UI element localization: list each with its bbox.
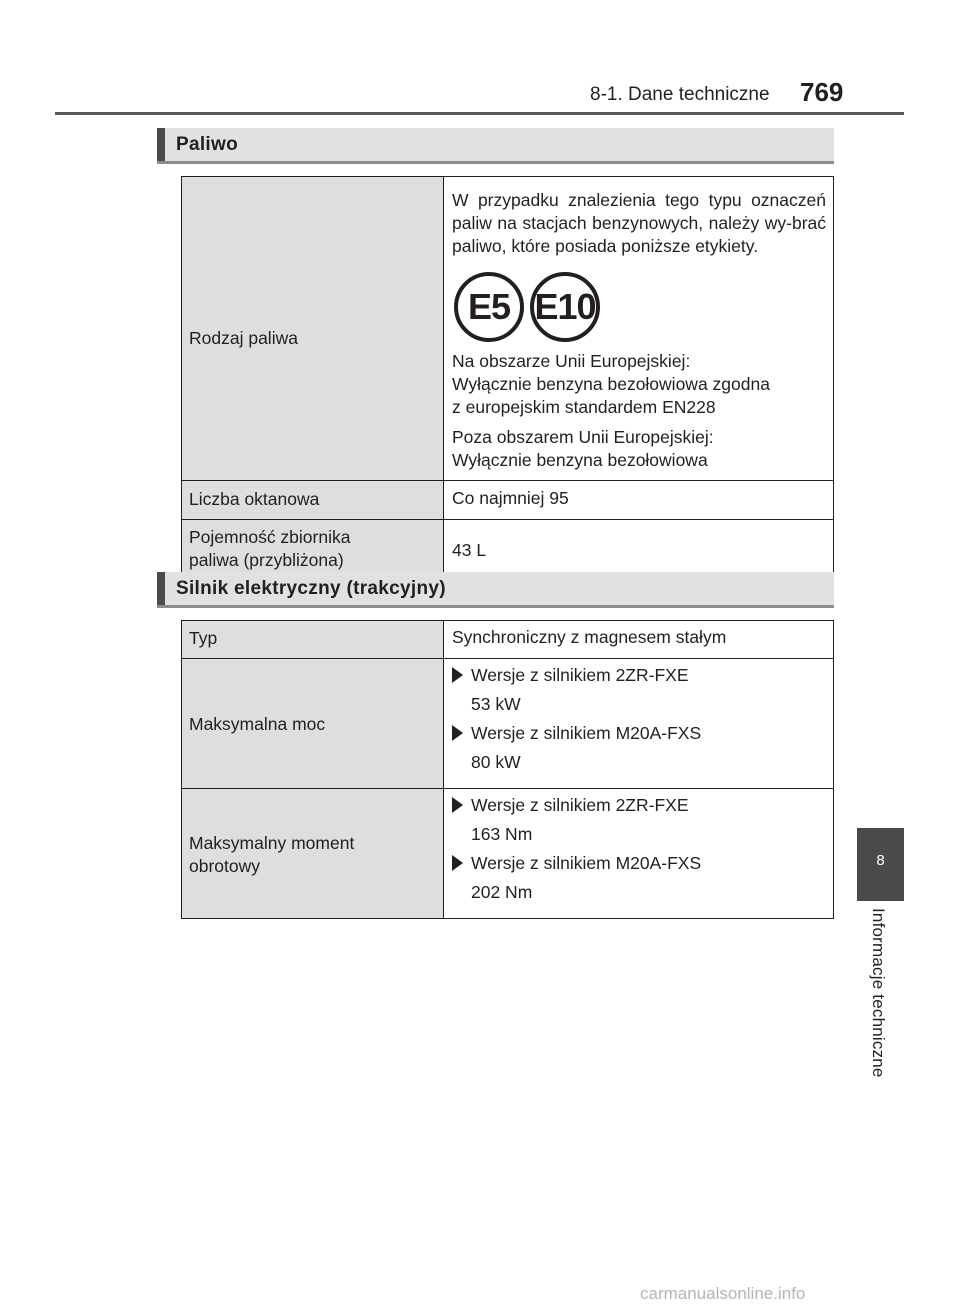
chapter-number: 8 <box>876 852 885 869</box>
power-variant-1-value: 53 kW <box>471 694 521 714</box>
octane-label: Liczba oktanowa <box>189 489 320 509</box>
tank-value: 43 L <box>452 539 487 560</box>
e5-fuel-label-icon: E5 <box>454 272 524 342</box>
table-row <box>182 659 834 789</box>
list-item <box>452 852 826 903</box>
table-row <box>182 177 834 481</box>
triangle-bullet-icon <box>452 855 463 871</box>
power-variant-2-value: 80 kW <box>471 752 521 772</box>
max-power-value-cell <box>444 659 834 789</box>
watermark: carmanualsonline.info <box>640 1284 806 1303</box>
triangle-bullet-icon <box>452 725 463 741</box>
fuel-spec-table <box>181 176 834 581</box>
table-row <box>182 789 834 919</box>
max-torque-label-line-2: obrotowy <box>189 855 261 876</box>
heading-accent-bar <box>157 128 165 161</box>
max-torque-label-cell <box>182 789 444 919</box>
fuel-section-title: Paliwo <box>176 134 238 155</box>
torque-variant-1-value: 163 Nm <box>471 824 533 844</box>
header-divider <box>55 112 904 115</box>
max-power-label-cell <box>182 659 444 789</box>
max-torque-value-cell <box>444 789 834 919</box>
non-eu-line: Wyłącznie benzyna bezołowiowa <box>452 450 708 470</box>
motor-type-value-cell <box>444 621 834 659</box>
motor-type-label-cell <box>182 621 444 659</box>
motor-section-heading <box>157 572 834 608</box>
list-item <box>452 722 826 773</box>
triangle-bullet-icon <box>452 797 463 813</box>
torque-variant-2-value: 202 Nm <box>471 882 533 902</box>
power-variant-2-name: Wersje z silnikiem M20A-FXS <box>471 723 702 743</box>
list-item <box>452 664 826 715</box>
chapter-tab <box>857 828 904 901</box>
max-torque-label-line-1: Maksymalny moment <box>189 832 355 853</box>
max-power-label: Maksymalna moc <box>189 714 326 734</box>
torque-variant-2-name: Wersje z silnikiem M20A-FXS <box>471 853 702 873</box>
eu-heading: Na obszarze Unii Europejskiej: <box>452 351 691 371</box>
fuel-type-label-cell <box>182 177 444 481</box>
motor-type-value: Synchroniczny z magnesem stałym <box>452 627 727 647</box>
fuel-type-label: Rodzaj paliwa <box>189 328 298 348</box>
eu-line-1: Wyłącznie benzyna bezołowiowa zgodna <box>452 374 770 394</box>
page-number: 769 <box>800 77 844 107</box>
fuel-labels <box>454 272 826 342</box>
tank-label-line-2: paliwa (przybliżona) <box>189 550 344 570</box>
fuel-type-intro: W przypadku znalezienia tego typu oznaczeń paliw na stacjach benzynowych, należy wy-brać paliwo, które posiada poniższe etykiety. <box>452 190 826 256</box>
table-row <box>182 621 834 659</box>
tank-label-line-1: Pojemność zbiornika <box>189 527 351 547</box>
octane-value-cell <box>444 481 834 520</box>
non-eu-heading: Poza obszarem Unii Europejskiej: <box>452 427 714 447</box>
list-item <box>452 794 826 845</box>
chapter-label: Informacje techniczne <box>869 908 888 1078</box>
motor-type-label: Typ <box>189 628 218 648</box>
header-section-title: 8-1. Dane techniczne <box>590 84 770 105</box>
triangle-bullet-icon <box>452 667 463 683</box>
table-row <box>182 481 834 520</box>
e10-fuel-label-icon: E10 <box>530 272 600 342</box>
motor-spec-table <box>181 620 834 919</box>
octane-label-cell <box>182 481 444 520</box>
fuel-section-heading <box>157 128 834 164</box>
power-variant-1-name: Wersje z silnikiem 2ZR-FXE <box>471 665 689 685</box>
motor-section-title: Silnik elektryczny (trakcyjny) <box>176 578 446 599</box>
eu-line-2: z europejskim standardem EN228 <box>452 397 716 417</box>
heading-accent-bar <box>157 572 165 605</box>
fuel-type-value-cell <box>444 177 834 481</box>
octane-value: Co najmniej 95 <box>452 488 569 508</box>
torque-variant-1-name: Wersje z silnikiem 2ZR-FXE <box>471 795 689 815</box>
